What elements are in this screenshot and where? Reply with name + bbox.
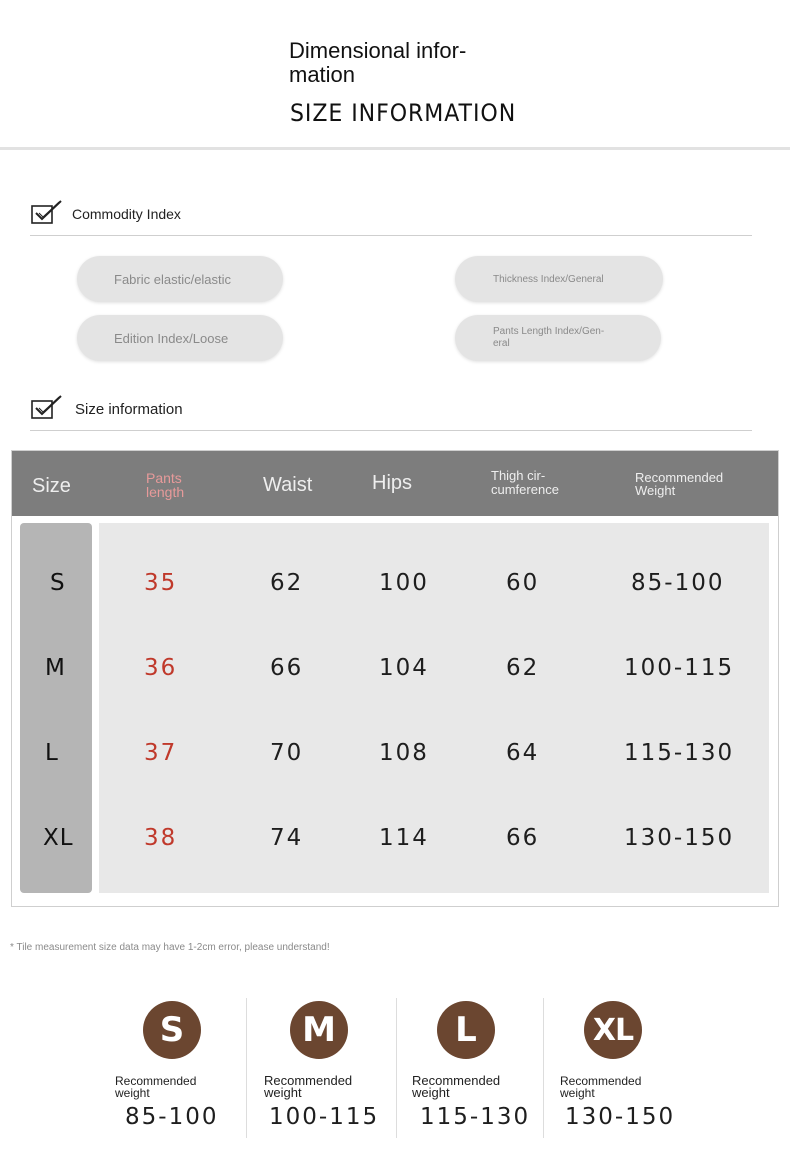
size-badge-s: S — [143, 1001, 201, 1059]
row-m-hips: 104 — [379, 655, 429, 681]
commodity-index-label: Commodity Index — [72, 206, 181, 222]
row-l-thigh: 64 — [506, 740, 540, 766]
size-badge-xl: XL — [584, 1001, 642, 1059]
row-l-weight: 115-130 — [624, 740, 735, 766]
size-information-label: Size information — [75, 401, 183, 418]
recommended-weight-value-xl: 130-150 — [565, 1104, 676, 1130]
header-recommended-weight: Recommended Weight — [635, 470, 724, 498]
row-s-thigh: 60 — [506, 570, 540, 596]
recommended-weight-value-m: 100-115 — [269, 1104, 380, 1130]
row-xl-hips: 114 — [379, 825, 429, 851]
page-title: Dimensional infor- mation — [289, 38, 467, 87]
size-badge-m: M — [290, 1001, 348, 1059]
page-header — [0, 0, 790, 150]
recommendation-m — [264, 1000, 412, 1140]
row-xl-weight: 130-150 — [624, 825, 735, 851]
checklist-icon — [30, 198, 64, 226]
row-m-size: M — [45, 655, 66, 681]
row-s-hips: 100 — [379, 570, 429, 596]
pill-edition-index: Edition Index/Loose — [77, 315, 283, 361]
row-xl-pants-length: 38 — [144, 825, 178, 851]
pill-pants-length-index: Pants Length Index/Gen- eral — [455, 315, 661, 361]
divider — [246, 998, 247, 1138]
recommended-weight-label-s: Recommended weight — [115, 1074, 197, 1100]
recommended-weight-value-s: 85-100 — [125, 1104, 219, 1130]
pill-fabric-elastic: Fabric elastic/elastic — [77, 256, 283, 302]
recommendation-l — [412, 1000, 560, 1140]
divider — [543, 998, 544, 1138]
pill-thickness-index: Thickness Index/General — [455, 256, 663, 302]
commodity-index-heading — [30, 192, 752, 236]
row-m-thigh: 62 — [506, 655, 540, 681]
size-table — [11, 450, 779, 907]
row-s-waist: 62 — [270, 570, 304, 596]
recommended-weight-label-m: Recommended weight — [264, 1073, 353, 1100]
row-xl-thigh: 66 — [506, 825, 540, 851]
row-l-waist: 70 — [270, 740, 304, 766]
checklist-icon — [30, 393, 64, 421]
header-waist: Waist — [263, 474, 313, 496]
row-m-waist: 66 — [270, 655, 304, 681]
measurement-note: * Tile measurement size data may have 1-2cm error, please understand! — [10, 942, 330, 953]
row-l-hips: 108 — [379, 740, 429, 766]
divider — [396, 998, 397, 1138]
size-table-header — [12, 451, 778, 516]
row-m-weight: 100-115 — [624, 655, 735, 681]
row-l-size: L — [45, 740, 59, 766]
recommended-weight-label-xl: Recommended weight — [560, 1074, 642, 1100]
recommended-weight-value-l: 115-130 — [420, 1104, 531, 1130]
header-pants-length: Pants length — [146, 470, 185, 500]
row-l-pants-length: 37 — [144, 740, 178, 766]
header-size: Size — [32, 475, 71, 497]
recommendation-s — [115, 1000, 263, 1140]
row-xl-waist: 74 — [270, 825, 304, 851]
size-badge-l: L — [437, 1001, 495, 1059]
row-xl-size: XL — [43, 825, 74, 851]
row-s-pants-length: 35 — [144, 570, 178, 596]
size-information-heading — [30, 387, 752, 431]
header-hips: Hips — [372, 472, 413, 494]
recommended-weight-label-l: Recommended weight — [412, 1073, 501, 1100]
row-s-size: S — [50, 570, 66, 596]
page-subtitle: SIZE INFORMATION — [290, 99, 517, 127]
row-m-pants-length: 36 — [144, 655, 178, 681]
header-thigh-circumference: Thigh cir- cumference — [491, 468, 559, 497]
recommendation-xl — [560, 1000, 708, 1140]
row-s-weight: 85-100 — [631, 570, 725, 596]
